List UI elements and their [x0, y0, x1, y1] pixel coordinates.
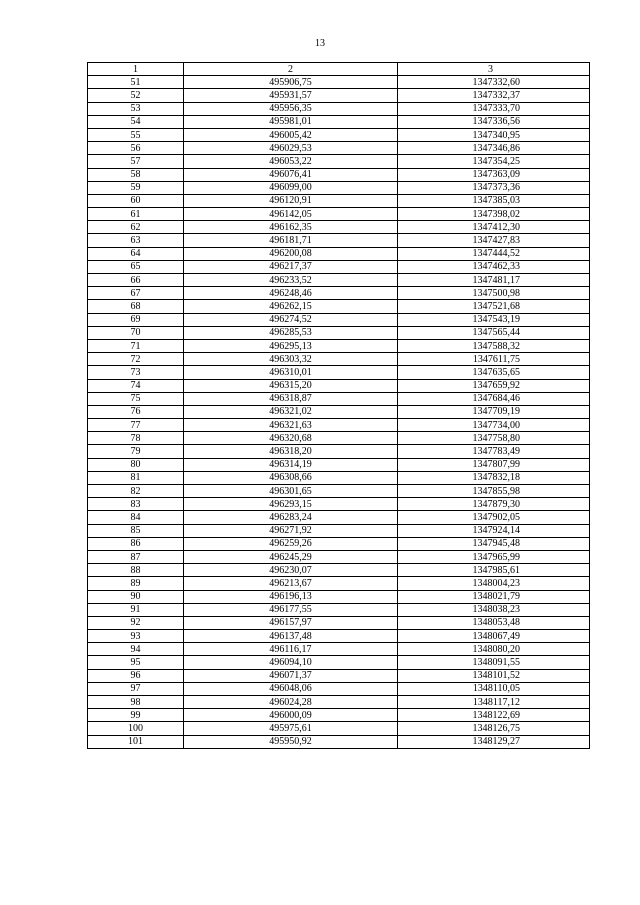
point-number-cell: 86	[88, 537, 184, 550]
point-number-cell: 61	[88, 208, 184, 221]
y-coordinate-cell: 1347945,48	[398, 537, 590, 550]
table-row	[88, 194, 590, 207]
table-row	[88, 274, 590, 287]
y-coordinate-cell: 1348080,20	[398, 643, 590, 656]
y-coordinate-cell: 1347684,46	[398, 392, 590, 405]
point-number-cell: 85	[88, 524, 184, 537]
y-coordinate-cell: 1347333,70	[398, 102, 590, 115]
y-coordinate-cell: 1347635,65	[398, 366, 590, 379]
point-number-cell: 91	[88, 603, 184, 616]
x-coordinate-cell: 496005,42	[184, 128, 398, 141]
x-coordinate-cell: 496315,20	[184, 379, 398, 392]
header-row	[88, 63, 590, 76]
table-row	[88, 630, 590, 643]
y-coordinate-cell: 1347332,60	[398, 76, 590, 89]
y-coordinate-cell: 1347985,61	[398, 564, 590, 577]
table-row	[88, 564, 590, 577]
table-row	[88, 353, 590, 366]
x-coordinate-cell: 496071,37	[184, 669, 398, 682]
table-row	[88, 485, 590, 498]
point-number-cell: 55	[88, 128, 184, 141]
table-row	[88, 511, 590, 524]
y-coordinate-cell: 1347659,92	[398, 379, 590, 392]
point-number-cell: 52	[88, 89, 184, 102]
x-coordinate-cell: 496162,35	[184, 221, 398, 234]
table-row	[88, 181, 590, 194]
x-coordinate-cell: 495981,01	[184, 115, 398, 128]
table-row	[88, 643, 590, 656]
y-coordinate-cell: 1347481,17	[398, 274, 590, 287]
point-number-cell: 87	[88, 550, 184, 563]
x-coordinate-cell: 496245,29	[184, 550, 398, 563]
y-coordinate-cell: 1348038,23	[398, 603, 590, 616]
point-number-cell: 69	[88, 313, 184, 326]
table-row	[88, 498, 590, 511]
x-coordinate-cell: 496024,28	[184, 696, 398, 709]
x-coordinate-cell: 496142,05	[184, 208, 398, 221]
x-coordinate-cell: 496310,01	[184, 366, 398, 379]
table-row	[88, 366, 590, 379]
point-number-cell: 82	[88, 485, 184, 498]
x-coordinate-cell: 496094,10	[184, 656, 398, 669]
y-coordinate-cell: 1348110,05	[398, 682, 590, 695]
table-row	[88, 247, 590, 260]
table-row	[88, 577, 590, 590]
x-coordinate-cell: 496200,08	[184, 247, 398, 260]
table-row	[88, 550, 590, 563]
table-row	[88, 102, 590, 115]
point-number-cell: 66	[88, 274, 184, 287]
table-row	[88, 221, 590, 234]
y-coordinate-cell: 1347521,68	[398, 300, 590, 313]
x-coordinate-cell: 495956,35	[184, 102, 398, 115]
table-row	[88, 326, 590, 339]
point-number-cell: 56	[88, 142, 184, 155]
x-coordinate-cell: 496295,13	[184, 339, 398, 352]
table-row	[88, 115, 590, 128]
point-number-cell: 99	[88, 709, 184, 722]
table-row	[88, 128, 590, 141]
y-coordinate-cell: 1348129,27	[398, 735, 590, 748]
y-coordinate-cell: 1347500,98	[398, 287, 590, 300]
column-header-x-coordinate: 2	[184, 63, 398, 76]
point-number-cell: 92	[88, 616, 184, 629]
point-number-cell: 93	[88, 630, 184, 643]
x-coordinate-cell: 496303,32	[184, 353, 398, 366]
y-coordinate-cell: 1347565,44	[398, 326, 590, 339]
y-coordinate-cell: 1347734,00	[398, 419, 590, 432]
point-number-cell: 65	[88, 260, 184, 273]
point-number-cell: 62	[88, 221, 184, 234]
x-coordinate-cell: 496274,52	[184, 313, 398, 326]
point-number-cell: 90	[88, 590, 184, 603]
table-row	[88, 669, 590, 682]
table-row	[88, 392, 590, 405]
table-row	[88, 89, 590, 102]
x-coordinate-cell: 496181,71	[184, 234, 398, 247]
x-coordinate-cell: 496248,46	[184, 287, 398, 300]
y-coordinate-cell: 1347363,09	[398, 168, 590, 181]
y-coordinate-cell: 1347354,25	[398, 155, 590, 168]
table-row	[88, 313, 590, 326]
x-coordinate-cell: 496120,91	[184, 194, 398, 207]
page-number: 13	[315, 38, 325, 49]
y-coordinate-cell: 1347879,30	[398, 498, 590, 511]
point-number-cell: 60	[88, 194, 184, 207]
table-row	[88, 524, 590, 537]
y-coordinate-cell: 1347462,33	[398, 260, 590, 273]
point-number-cell: 74	[88, 379, 184, 392]
point-number-cell: 81	[88, 471, 184, 484]
x-coordinate-cell: 496318,20	[184, 445, 398, 458]
table-body	[88, 76, 590, 749]
point-number-cell: 64	[88, 247, 184, 260]
table-row	[88, 339, 590, 352]
x-coordinate-cell: 496314,19	[184, 458, 398, 471]
x-coordinate-cell: 496217,37	[184, 260, 398, 273]
point-number-cell: 75	[88, 392, 184, 405]
y-coordinate-cell: 1348067,49	[398, 630, 590, 643]
point-number-cell: 97	[88, 682, 184, 695]
table-row	[88, 300, 590, 313]
y-coordinate-cell: 1348126,75	[398, 722, 590, 735]
y-coordinate-cell: 1347965,99	[398, 550, 590, 563]
y-coordinate-cell: 1348122,69	[398, 709, 590, 722]
y-coordinate-cell: 1347758,80	[398, 432, 590, 445]
y-coordinate-cell: 1347373,36	[398, 181, 590, 194]
y-coordinate-cell: 1347832,18	[398, 471, 590, 484]
table-row	[88, 537, 590, 550]
x-coordinate-cell: 496099,00	[184, 181, 398, 194]
y-coordinate-cell: 1348021,79	[398, 590, 590, 603]
x-coordinate-cell: 496137,48	[184, 630, 398, 643]
table-row	[88, 234, 590, 247]
point-number-cell: 101	[88, 735, 184, 748]
point-number-cell: 53	[88, 102, 184, 115]
y-coordinate-cell: 1347336,56	[398, 115, 590, 128]
point-number-cell: 73	[88, 366, 184, 379]
table-row	[88, 168, 590, 181]
x-coordinate-cell: 496177,55	[184, 603, 398, 616]
x-coordinate-cell: 496318,87	[184, 392, 398, 405]
table-header	[88, 63, 590, 76]
point-number-cell: 96	[88, 669, 184, 682]
table-row	[88, 735, 590, 748]
x-coordinate-cell: 496285,53	[184, 326, 398, 339]
table-row	[88, 616, 590, 629]
point-number-cell: 83	[88, 498, 184, 511]
point-number-cell: 84	[88, 511, 184, 524]
x-coordinate-cell: 495931,57	[184, 89, 398, 102]
x-coordinate-cell: 496283,24	[184, 511, 398, 524]
x-coordinate-cell: 496301,65	[184, 485, 398, 498]
point-number-cell: 51	[88, 76, 184, 89]
x-coordinate-cell: 496262,15	[184, 300, 398, 313]
table-row	[88, 709, 590, 722]
point-number-cell: 88	[88, 564, 184, 577]
x-coordinate-cell: 496233,52	[184, 274, 398, 287]
x-coordinate-cell: 495950,92	[184, 735, 398, 748]
point-number-cell: 59	[88, 181, 184, 194]
table-row	[88, 379, 590, 392]
point-number-cell: 71	[88, 339, 184, 352]
y-coordinate-cell: 1348101,52	[398, 669, 590, 682]
point-number-cell: 76	[88, 405, 184, 418]
table-row	[88, 656, 590, 669]
x-coordinate-cell: 496259,26	[184, 537, 398, 550]
y-coordinate-cell: 1347855,98	[398, 485, 590, 498]
point-number-cell: 79	[88, 445, 184, 458]
y-coordinate-cell: 1347346,86	[398, 142, 590, 155]
x-coordinate-cell: 496230,07	[184, 564, 398, 577]
x-coordinate-cell: 496029,53	[184, 142, 398, 155]
x-coordinate-cell: 496053,22	[184, 155, 398, 168]
point-number-cell: 94	[88, 643, 184, 656]
table-row	[88, 590, 590, 603]
y-coordinate-cell: 1347385,03	[398, 194, 590, 207]
x-coordinate-cell: 496048,06	[184, 682, 398, 695]
point-number-cell: 98	[88, 696, 184, 709]
x-coordinate-cell: 496213,67	[184, 577, 398, 590]
point-number-cell: 67	[88, 287, 184, 300]
table-row	[88, 722, 590, 735]
x-coordinate-cell: 496196,13	[184, 590, 398, 603]
table-row	[88, 696, 590, 709]
x-coordinate-cell: 496320,68	[184, 432, 398, 445]
table-row	[88, 287, 590, 300]
x-coordinate-cell: 496293,15	[184, 498, 398, 511]
y-coordinate-cell: 1347332,37	[398, 89, 590, 102]
y-coordinate-cell: 1348004,23	[398, 577, 590, 590]
y-coordinate-cell: 1347588,32	[398, 339, 590, 352]
table-row	[88, 260, 590, 273]
table-row	[88, 419, 590, 432]
x-coordinate-cell: 496157,97	[184, 616, 398, 629]
y-coordinate-cell: 1348053,48	[398, 616, 590, 629]
x-coordinate-cell: 496321,02	[184, 405, 398, 418]
y-coordinate-cell: 1347543,19	[398, 313, 590, 326]
point-number-cell: 100	[88, 722, 184, 735]
table-row	[88, 471, 590, 484]
y-coordinate-cell: 1347427,83	[398, 234, 590, 247]
point-number-cell: 68	[88, 300, 184, 313]
x-coordinate-cell: 496271,92	[184, 524, 398, 537]
column-header-point-number: 1	[88, 63, 184, 76]
table-row	[88, 155, 590, 168]
table-row	[88, 208, 590, 221]
x-coordinate-cell: 496321,63	[184, 419, 398, 432]
table-row	[88, 142, 590, 155]
table-row	[88, 682, 590, 695]
table-row	[88, 445, 590, 458]
point-number-cell: 77	[88, 419, 184, 432]
x-coordinate-cell: 496116,17	[184, 643, 398, 656]
x-coordinate-cell: 496000,09	[184, 709, 398, 722]
point-number-cell: 57	[88, 155, 184, 168]
point-number-cell: 95	[88, 656, 184, 669]
y-coordinate-cell: 1347807,99	[398, 458, 590, 471]
point-number-cell: 54	[88, 115, 184, 128]
point-number-cell: 72	[88, 353, 184, 366]
point-number-cell: 63	[88, 234, 184, 247]
point-number-cell: 80	[88, 458, 184, 471]
y-coordinate-cell: 1348091,55	[398, 656, 590, 669]
column-header-y-coordinate: 3	[398, 63, 590, 76]
y-coordinate-cell: 1347783,49	[398, 445, 590, 458]
point-number-cell: 89	[88, 577, 184, 590]
table-row	[88, 603, 590, 616]
table-row	[88, 405, 590, 418]
y-coordinate-cell: 1347611,75	[398, 353, 590, 366]
table-row	[88, 76, 590, 89]
point-number-cell: 58	[88, 168, 184, 181]
x-coordinate-cell: 496076,41	[184, 168, 398, 181]
y-coordinate-cell: 1347444,52	[398, 247, 590, 260]
y-coordinate-cell: 1347709,19	[398, 405, 590, 418]
table-row	[88, 458, 590, 471]
y-coordinate-cell: 1347398,02	[398, 208, 590, 221]
y-coordinate-cell: 1347340,95	[398, 128, 590, 141]
y-coordinate-cell: 1347902,05	[398, 511, 590, 524]
y-coordinate-cell: 1348117,12	[398, 696, 590, 709]
table-row	[88, 432, 590, 445]
x-coordinate-cell: 496308,66	[184, 471, 398, 484]
y-coordinate-cell: 1347924,14	[398, 524, 590, 537]
x-coordinate-cell: 495975,61	[184, 722, 398, 735]
point-number-cell: 78	[88, 432, 184, 445]
coordinates-table	[87, 62, 590, 749]
y-coordinate-cell: 1347412,30	[398, 221, 590, 234]
point-number-cell: 70	[88, 326, 184, 339]
x-coordinate-cell: 495906,75	[184, 76, 398, 89]
